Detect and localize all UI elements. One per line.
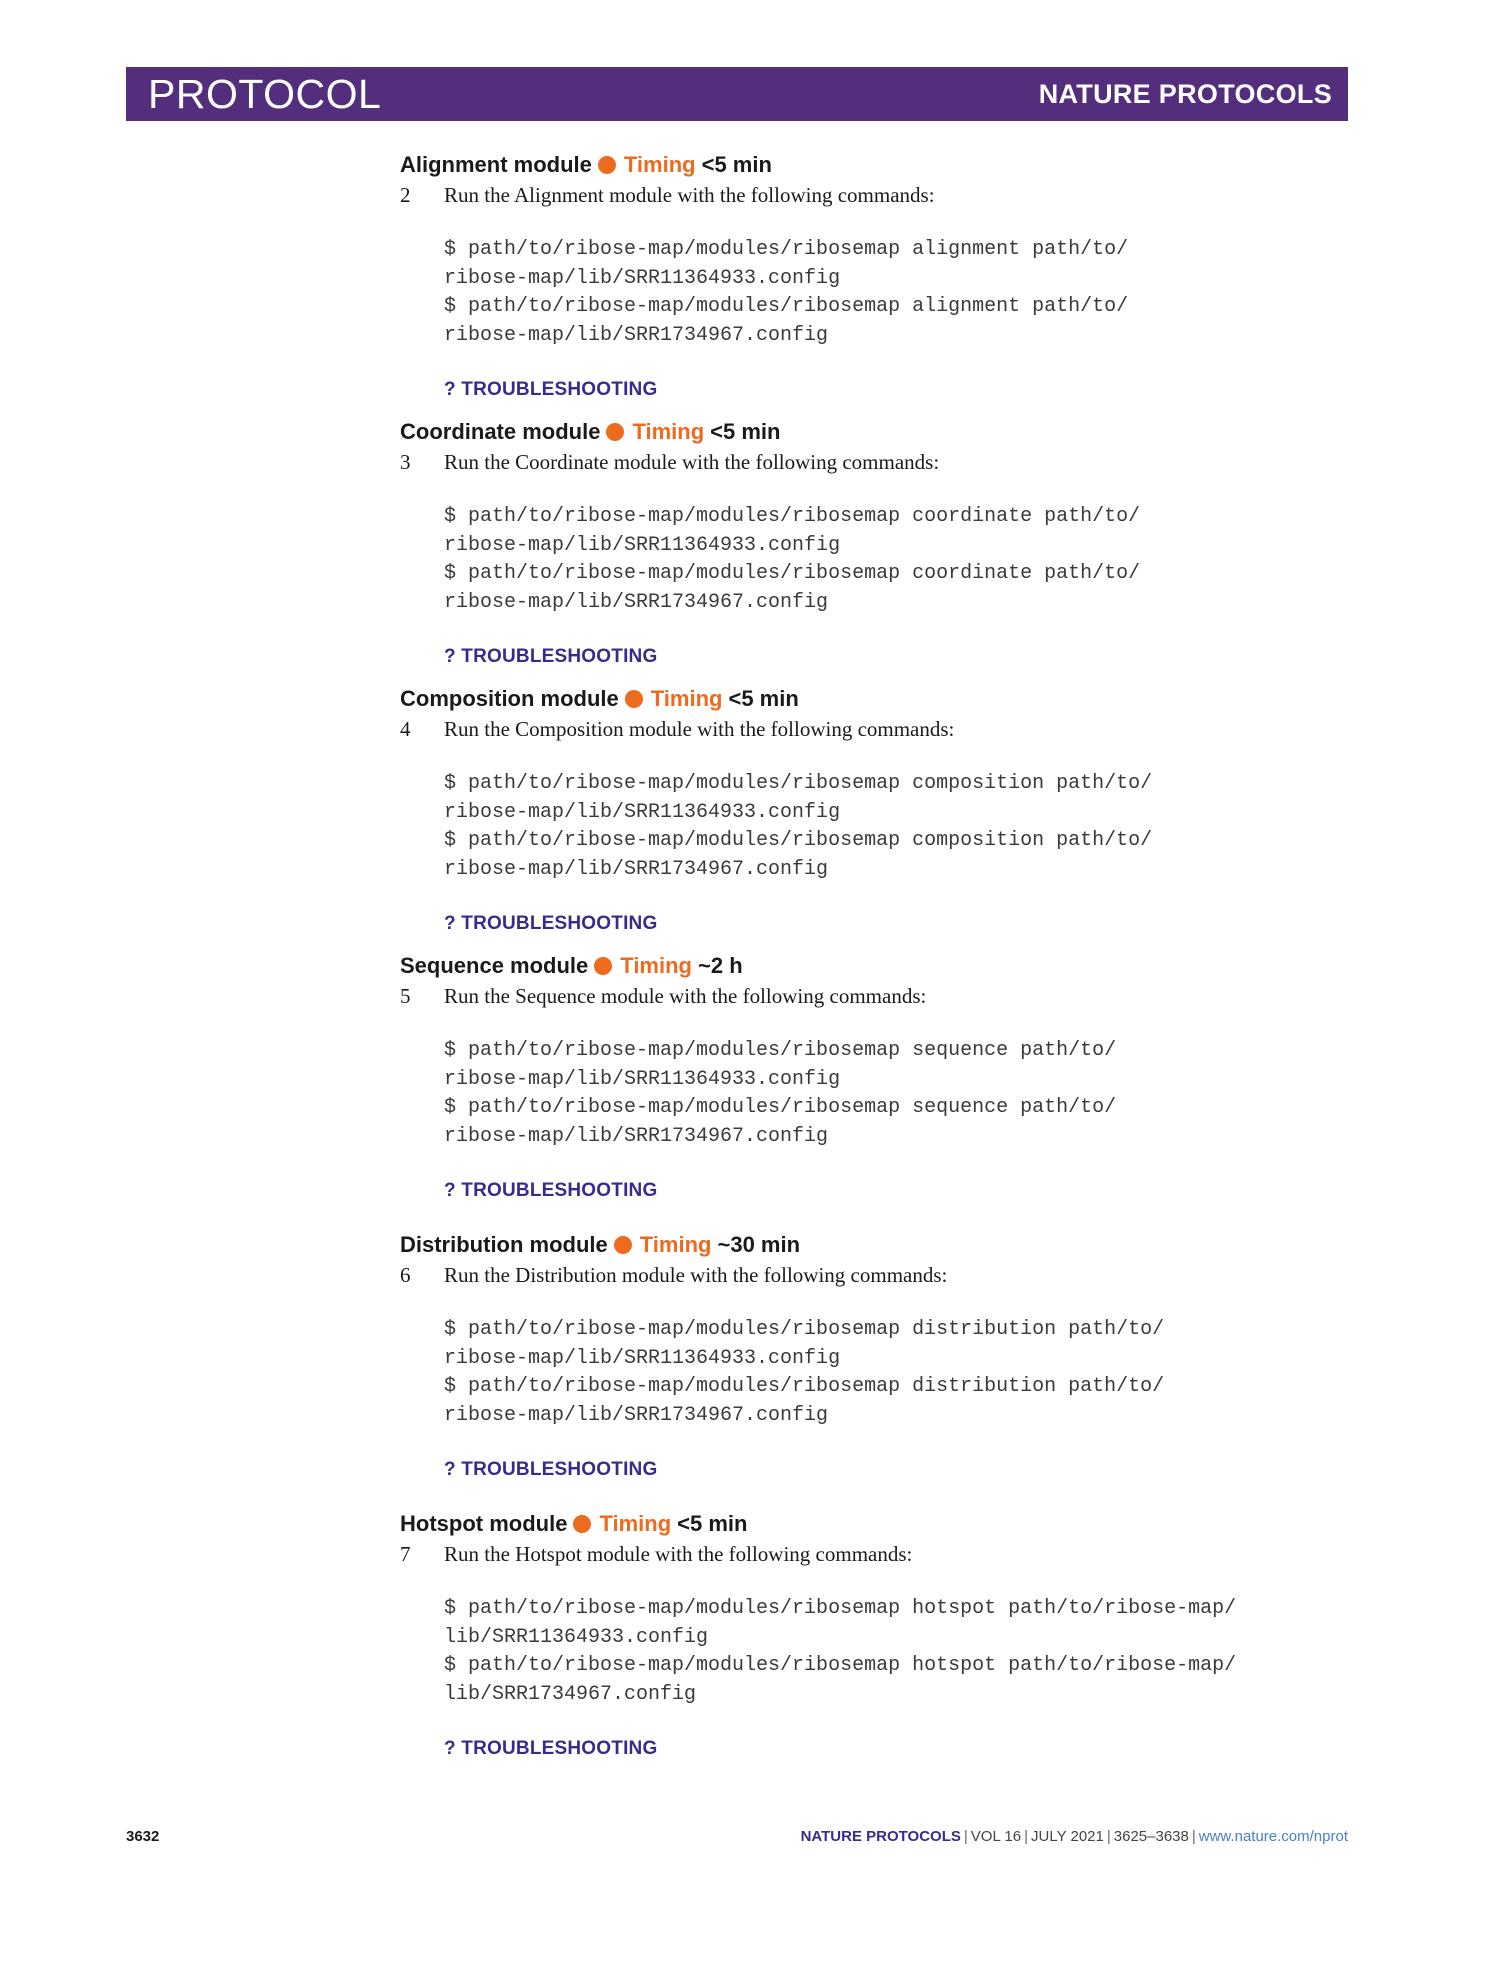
procedure-section	[400, 1509, 1360, 1762]
step-text: Run the Coordinate module with the following commands:	[444, 450, 940, 474]
timing-bullet-icon	[614, 1236, 632, 1254]
section-heading	[400, 150, 1360, 180]
separator: |	[1024, 1828, 1029, 1845]
procedure-section	[400, 684, 1360, 937]
section-title: Hotspot module	[400, 1511, 568, 1536]
code-line: ribose-map/lib/SRR1734967.config	[444, 323, 829, 347]
timing-value: ~2 h	[698, 953, 743, 978]
code-line: lib/SRR11364933.config	[444, 1625, 709, 1649]
code-line: $ path/to/ribose-map/modules/ribosemap sequence path/to/	[444, 1096, 1117, 1119]
page-range: 3625–3638	[1113, 1828, 1189, 1845]
section-title: Coordinate module	[400, 419, 601, 444]
troubleshooting-link[interactable]: ? TROUBLESHOOTING	[444, 1738, 658, 1759]
code-line: $ path/to/ribose-map/modules/ribosemap alignment path/to/	[444, 295, 1129, 318]
separator: |	[963, 1828, 968, 1845]
step-text: Run the Composition module with the following commands:	[444, 717, 955, 741]
separator: |	[1191, 1828, 1196, 1845]
section-heading	[400, 1230, 1360, 1260]
timing-bullet-icon	[606, 423, 624, 441]
section-title: Alignment module	[400, 152, 592, 177]
troubleshooting-link[interactable]: ? TROUBLESHOOTING	[444, 646, 658, 667]
step-number: 6	[400, 1263, 411, 1287]
timing-bullet-icon	[598, 156, 616, 174]
separator: |	[1106, 1828, 1111, 1845]
code-line: lib/SRR1734967.config	[444, 1682, 697, 1706]
step-number: 3	[400, 450, 411, 474]
step	[400, 1260, 1360, 1290]
section-title: Composition module	[400, 686, 619, 711]
code-line: $ path/to/ribose-map/modules/ribosemap hotspot path/to/ribose-map/	[444, 1654, 1237, 1677]
section-title: Distribution module	[400, 1232, 608, 1257]
code-line: $ path/to/ribose-map/modules/ribosemap sequence path/to/	[444, 1039, 1117, 1062]
timing-label: Timing	[599, 1511, 672, 1536]
code-line: $ path/to/ribose-map/modules/ribosemap distribution path/to/	[444, 1375, 1165, 1398]
code-line: ribose-map/lib/SRR11364933.config	[444, 266, 841, 290]
troubleshooting-link[interactable]: ? TROUBLESHOOTING	[444, 1180, 658, 1201]
code-block	[444, 1316, 1360, 1430]
step-number: 2	[400, 183, 411, 207]
code-line: ribose-map/lib/SRR1734967.config	[444, 857, 829, 881]
step-number: 5	[400, 984, 411, 1008]
code-line: ribose-map/lib/SRR1734967.config	[444, 1403, 829, 1427]
step-number: 7	[400, 1542, 411, 1566]
step-text: Run the Sequence module with the following commands:	[444, 984, 927, 1008]
code-line: ribose-map/lib/SRR1734967.config	[444, 590, 829, 614]
citation-line	[801, 1828, 1348, 1845]
timing-label: Timing	[632, 419, 705, 444]
code-block	[444, 1595, 1360, 1709]
section-heading	[400, 1509, 1360, 1539]
step	[400, 447, 1360, 477]
timing-value: <5 min	[728, 686, 799, 711]
step-number: 4	[400, 717, 411, 741]
troubleshooting-link[interactable]: ? TROUBLESHOOTING	[444, 379, 658, 400]
section-title: Sequence module	[400, 953, 589, 978]
timing-label: Timing	[639, 1232, 712, 1257]
timing-value: ~30 min	[717, 1232, 801, 1257]
code-line: $ path/to/ribose-map/modules/ribosemap alignment path/to/	[444, 238, 1129, 261]
footer-journal-name: NATURE PROTOCOLS	[800, 1828, 961, 1845]
code-line: ribose-map/lib/SRR11364933.config	[444, 1346, 841, 1370]
code-line: ribose-map/lib/SRR11364933.config	[444, 533, 841, 557]
step-text: Run the Distribution module with the following commands:	[444, 1263, 948, 1287]
timing-bullet-icon	[625, 690, 643, 708]
section-label: PROTOCOL	[148, 71, 382, 117]
procedure-section	[400, 150, 1360, 403]
code-line: $ path/to/ribose-map/modules/ribosemap composition path/to/	[444, 772, 1153, 795]
code-block	[444, 503, 1360, 617]
timing-label: Timing	[620, 953, 692, 978]
procedure-section	[400, 1230, 1360, 1483]
timing-bullet-icon	[573, 1515, 591, 1533]
section-heading	[400, 417, 1360, 447]
step-text: Run the Hotspot module with the following commands:	[444, 1542, 913, 1566]
page-number: 3632	[126, 1828, 160, 1845]
journal-name: NATURE PROTOCOLS	[1038, 79, 1332, 109]
timing-value: <5 min	[701, 152, 772, 177]
code-block	[444, 770, 1360, 884]
code-line: $ path/to/ribose-map/modules/ribosemap hotspot path/to/ribose-map/	[444, 1597, 1237, 1620]
step-text: Run the Alignment module with the following commands:	[444, 183, 935, 207]
step	[400, 180, 1360, 210]
procedure-section	[400, 951, 1360, 1204]
procedure-section	[400, 417, 1360, 670]
code-block	[444, 236, 1360, 350]
step	[400, 981, 1360, 1011]
code-line: $ path/to/ribose-map/modules/ribosemap coordinate path/to/	[444, 562, 1141, 585]
issue-date: JULY 2021	[1031, 1828, 1104, 1845]
section-heading	[400, 951, 1360, 981]
timing-bullet-icon	[594, 957, 612, 975]
section-heading	[400, 684, 1360, 714]
timing-label: Timing	[623, 152, 696, 177]
timing-value: <5 min	[710, 419, 781, 444]
code-line: ribose-map/lib/SRR11364933.config	[444, 800, 841, 824]
troubleshooting-link[interactable]: ? TROUBLESHOOTING	[444, 913, 658, 934]
troubleshooting-link[interactable]: ? TROUBLESHOOTING	[444, 1459, 658, 1480]
timing-label: Timing	[650, 686, 723, 711]
code-line: ribose-map/lib/SRR11364933.config	[444, 1067, 841, 1091]
header-banner	[126, 67, 1348, 121]
step	[400, 714, 1360, 744]
code-line: ribose-map/lib/SRR1734967.config	[444, 1124, 829, 1148]
main-content	[400, 150, 1360, 1762]
timing-value: <5 min	[677, 1511, 748, 1536]
code-block	[444, 1037, 1360, 1151]
journal-url-link[interactable]: www.nature.com/nprot	[1198, 1828, 1348, 1845]
code-line: $ path/to/ribose-map/modules/ribosemap coordinate path/to/	[444, 505, 1141, 528]
volume: VOL 16	[970, 1828, 1022, 1845]
step	[400, 1539, 1360, 1569]
code-line: $ path/to/ribose-map/modules/ribosemap distribution path/to/	[444, 1318, 1165, 1341]
code-line: $ path/to/ribose-map/modules/ribosemap composition path/to/	[444, 829, 1153, 852]
